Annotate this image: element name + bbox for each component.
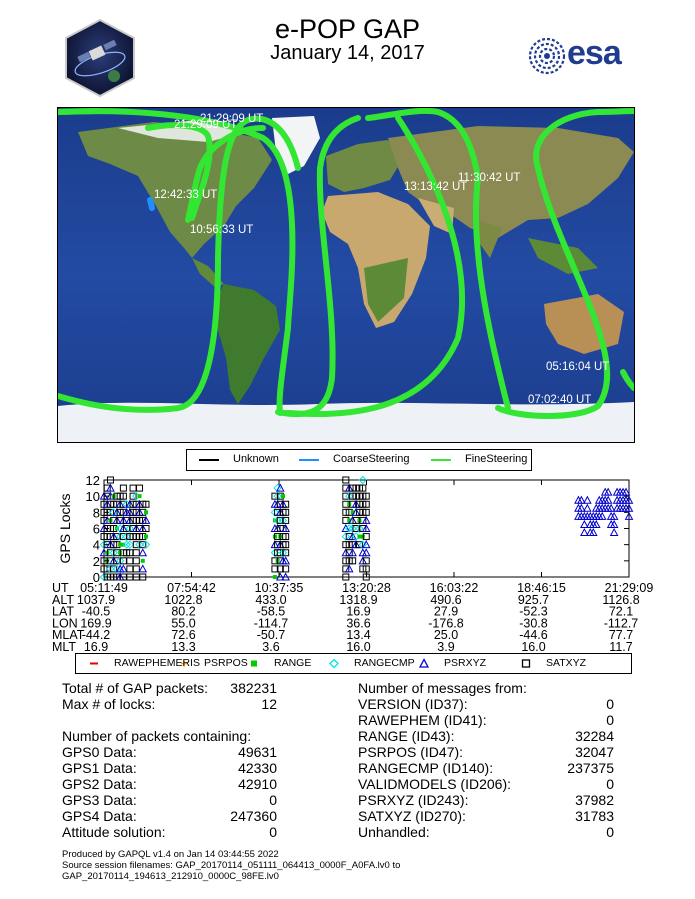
stat-value: 37982: [575, 792, 614, 808]
track-label: 07:02:40 UT: [528, 394, 592, 406]
x-tick-label: -176.8: [428, 616, 464, 631]
x-tick-label: 72.6: [171, 628, 196, 643]
legend-marker-open-square: [523, 660, 530, 667]
legend-label: SATXYZ: [546, 657, 587, 669]
x-row-label: UT: [52, 581, 69, 595]
range-mark: [281, 494, 285, 498]
x-tick-label: 80.2: [171, 604, 196, 619]
stat-value: 0: [606, 776, 614, 792]
x-tick-label: -112.7: [603, 616, 639, 631]
track-label: 10:56:33 UT: [190, 224, 254, 236]
x-tick-label: 27.9: [433, 604, 459, 619]
x-tick-label: 25.0: [433, 628, 459, 643]
x-tick-label: -44.6: [519, 628, 548, 643]
x-tick-label: -52.3: [519, 604, 548, 619]
psrxyz-mark: [611, 529, 618, 536]
range-mark: [138, 494, 142, 498]
stat-label: GPS3 Data:: [62, 792, 137, 808]
plot-border: [104, 480, 629, 577]
world-map: [58, 108, 634, 442]
plot-yticks: [86, 473, 629, 585]
stat-row: [358, 744, 614, 760]
stat-row: [62, 744, 277, 760]
track-label: 11:30:42 UT: [458, 172, 521, 184]
marker-legend: [75, 653, 632, 674]
coarse-steering-segment: [150, 200, 152, 208]
stat-label: RANGECMP (ID140):: [358, 760, 494, 776]
x-row-label: MLT: [52, 640, 77, 652]
satxyz-mark: [137, 485, 143, 491]
stat-row: [62, 808, 277, 824]
packets-containing-header: Number of packets containing:: [62, 728, 252, 744]
legend-marker-square: [251, 661, 257, 667]
psrxyz-mark: [139, 565, 146, 572]
ground-track-map: [57, 107, 635, 443]
footer-produced-by: Produced by GAPQL v1.4 on Jan 14 03:44:55 2022: [62, 849, 279, 860]
stat-label: Attitude solution:: [62, 824, 166, 840]
x-tick-label: 1126.8: [602, 592, 640, 607]
psrxyz-mark: [584, 505, 591, 512]
esa-emblem-icon: [527, 36, 567, 76]
message-stats: [358, 680, 614, 840]
y-tick-label: 6: [92, 521, 100, 537]
x-tick-label: 07:54:42: [167, 581, 216, 595]
track-label: 05:16:04 UT: [546, 361, 610, 373]
x-tick-label: 16:03:22: [429, 581, 479, 595]
x-tick-label: 490.6: [430, 592, 462, 607]
x-row-label: MLAT: [52, 628, 85, 643]
x-tick-label: 13.3: [171, 640, 196, 652]
track-legend: [186, 449, 532, 471]
y-axis-label: GPS Locks: [57, 493, 73, 564]
legend-label: RAWEPHEMERIS: [114, 657, 200, 669]
x-tick-label: -50.7: [256, 628, 286, 643]
legend-label-unknown: Unknown: [233, 453, 279, 465]
x-tick-label: 16.9: [83, 640, 109, 652]
stat-row: [358, 728, 614, 744]
track-label: 12:42:33 UT: [154, 189, 218, 201]
page-title: e-POP GAP: [274, 14, 421, 44]
x-tick-label: 3.6: [262, 640, 280, 652]
x-tick-label: 77.7: [608, 628, 634, 643]
plot-marks: [101, 477, 633, 581]
x-tick-label: -44.2: [81, 628, 111, 643]
stat-value: 0: [606, 712, 614, 728]
track-label: 21:29:09 UT: [200, 113, 264, 125]
stat-value: 32047: [575, 744, 614, 760]
stat-label: PSRXYZ (ID243):: [358, 792, 469, 808]
stat-label: VALIDMODELS (ID206):: [358, 776, 512, 792]
x-tick-label: 3.9: [437, 640, 455, 652]
x-tick-label: 13:20:28: [342, 581, 391, 595]
stat-value: 32284: [575, 728, 614, 744]
x-tick-label: 1022.8: [164, 592, 203, 607]
stat-label: Unhandled:: [358, 824, 430, 840]
stat-value: 49631: [238, 744, 277, 760]
total-packets-row: [62, 680, 277, 696]
x-tick-label: 05:11:49: [80, 581, 128, 595]
x-tick-label: 16.0: [346, 640, 371, 652]
satxyz-mark: [127, 558, 133, 564]
x-tick-label: 55.0: [171, 616, 196, 631]
stat-row: [62, 792, 277, 808]
packet-stats: [62, 680, 277, 840]
stat-label: GPS4 Data:: [62, 808, 137, 824]
x-tick-label: 16.9: [346, 604, 371, 619]
satxyz-mark: [120, 485, 126, 491]
stat-value: 237375: [567, 760, 614, 776]
x-tick-label: -58.5: [256, 604, 286, 619]
x-tick-label: 1037.9: [76, 592, 116, 607]
legend-label: PSRPOS: [204, 657, 248, 669]
y-tick-label: 4: [92, 537, 100, 553]
stat-row: [358, 808, 614, 824]
stat-row: [62, 760, 277, 776]
x-tick-label: 16.0: [521, 640, 546, 652]
x-tick-label: 72.1: [608, 604, 634, 619]
stat-row: [358, 696, 614, 712]
x-tick-label: 925.7: [517, 592, 550, 607]
satxyz-mark: [133, 550, 139, 556]
esa-logo-text: esa: [567, 34, 621, 72]
max-locks-row: [62, 696, 277, 712]
x-tick-label: -30.8: [519, 616, 548, 631]
stat-label: RANGE (ID43):: [358, 728, 455, 744]
stat-row: [358, 776, 614, 792]
stat-label: GPS1 Data:: [62, 760, 137, 776]
stat-row: [358, 824, 614, 840]
x-tick-label: 1318.9: [339, 592, 378, 607]
x-tick-label: 169.9: [80, 616, 112, 631]
esa-logo: [527, 36, 633, 76]
total-packets-label: Total # of GAP packets:: [62, 680, 209, 696]
legend-label: RANGE: [274, 657, 312, 669]
packet-rows: [62, 744, 277, 840]
spacer: [62, 712, 277, 728]
total-packets-value: 382231: [230, 680, 277, 696]
x-tick-label: 18:46:15: [517, 581, 566, 595]
stat-label: PSRPOS (ID47):: [358, 744, 464, 760]
x-tick-label: 13.4: [346, 628, 371, 643]
range-mark: [141, 559, 145, 563]
stat-row: [358, 712, 614, 728]
max-locks-value: 12: [261, 696, 277, 712]
satxyz-mark: [133, 566, 139, 572]
x-tick-label: -114.7: [253, 616, 289, 631]
x-tick-label: 10:37:35: [254, 581, 304, 595]
range-mark: [357, 535, 361, 539]
stat-row: [62, 776, 277, 792]
x-row-label: ALT: [52, 592, 74, 607]
gps-locks-plot: [0, 472, 695, 652]
stat-row: [358, 792, 614, 808]
stat-value: 247360: [230, 808, 277, 824]
y-tick-label: 12: [85, 473, 100, 488]
satxyz-mark: [133, 558, 139, 564]
stat-value: 0: [269, 792, 277, 808]
stat-label: GPS2 Data:: [62, 776, 137, 792]
stat-value: 0: [606, 696, 614, 712]
stat-value: 0: [606, 824, 614, 840]
legend-marker-triangle: [420, 660, 428, 668]
stat-value: 31783: [575, 808, 614, 824]
stat-label: RAWEPHEM (ID41):: [358, 712, 487, 728]
psrxyz-mark: [139, 549, 146, 556]
stat-row: [358, 760, 614, 776]
legend-label: RANGECMP: [354, 657, 415, 669]
x-tick-label: 433.0: [255, 592, 287, 607]
stat-label: VERSION (ID37):: [358, 696, 468, 712]
x-row-label: LON: [52, 616, 78, 631]
messages-header: Number of messages from:: [358, 680, 527, 696]
y-tick-label: 10: [85, 489, 100, 505]
stat-label: GPS0 Data:: [62, 744, 137, 760]
stat-value: 42330: [238, 760, 277, 776]
y-tick-label: 2: [92, 553, 100, 569]
footer-source-line2: GAP_20170114_194613_212910_0000C_98FE.lv0: [62, 871, 279, 882]
x-tick-label: 11.7: [609, 640, 633, 652]
legend-label: PSRXYZ: [444, 657, 487, 669]
x-row-label: LAT: [52, 604, 74, 619]
y-tick-label: 8: [92, 505, 100, 521]
x-tick-label: -40.5: [81, 604, 111, 619]
stat-row: [62, 824, 277, 840]
legend-label-fine: FineSteering: [465, 453, 528, 465]
x-tick-label: 36.6: [346, 616, 371, 631]
legend-marker-diamond: [330, 660, 338, 668]
max-locks-label: Max # of locks:: [62, 696, 156, 712]
track-label: 13:13:42 UT: [404, 181, 468, 193]
legend-label-coarse: CoarseSteering: [333, 453, 410, 465]
stat-label: SATXYZ (ID270):: [358, 808, 466, 824]
footer: [62, 849, 400, 882]
y-tick-label: 0: [92, 570, 100, 585]
range-mark: [144, 535, 148, 539]
page-date: January 14, 2017: [270, 42, 425, 64]
satxyz-mark: [127, 566, 133, 572]
epop-mission-logo: [62, 18, 138, 98]
stat-value: 0: [269, 824, 277, 840]
x-tick-label: 21:29:09: [604, 581, 654, 595]
range-mark: [144, 510, 148, 514]
stat-value: 42910: [238, 776, 277, 792]
message-rows: [358, 696, 614, 840]
range-mark: [273, 575, 277, 579]
track-label: 21:29:09 UT: [174, 119, 238, 131]
satxyz-mark: [130, 485, 136, 491]
psrxyz-mark: [584, 497, 591, 504]
footer-source-line1: Source session filenames: GAP_20170114_051111_064413_0000F_A0FA.lv0 to: [62, 860, 401, 871]
